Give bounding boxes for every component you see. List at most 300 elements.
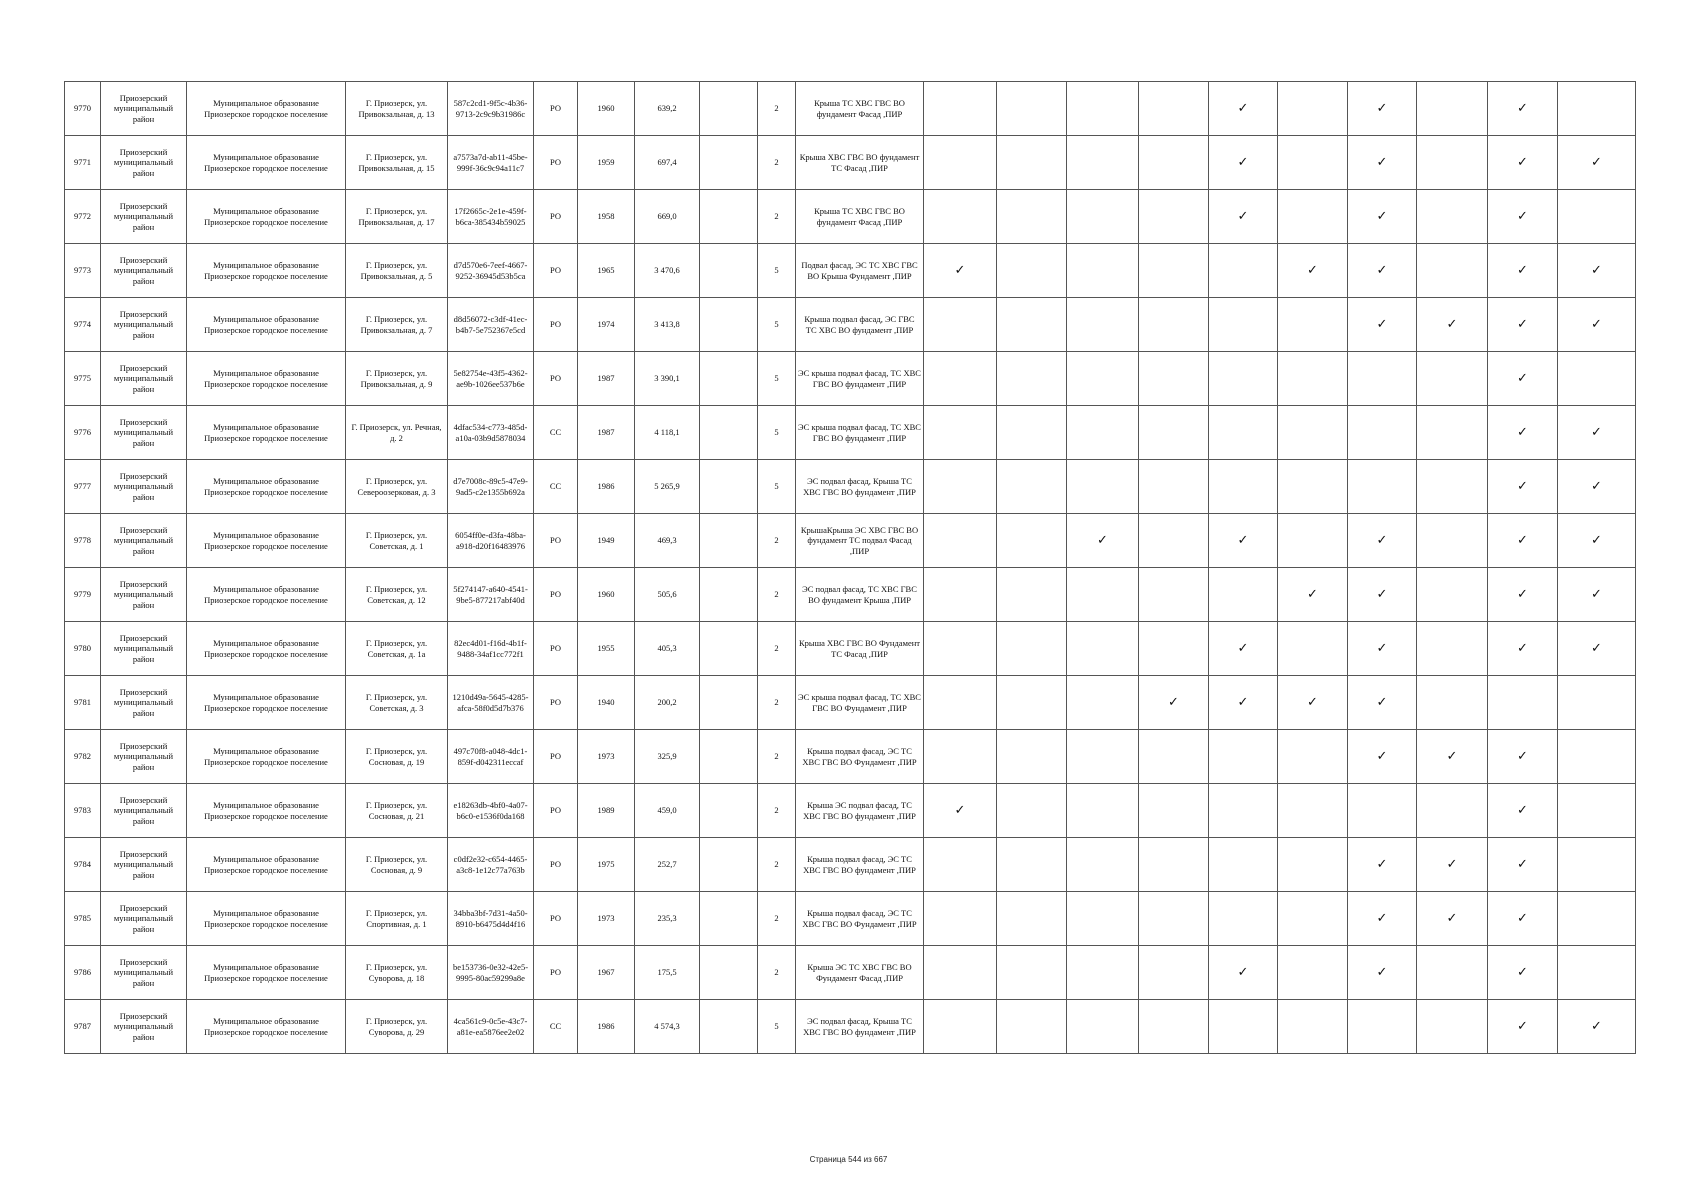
cell-guid: 4ca561c9-0c5e-43c7-a81e-ea5876ee2e02 (448, 1000, 534, 1054)
cell-works: Крыша ТС ХВС ГВС ВО фундамент Фасад ,ПИР (796, 82, 924, 136)
cell-empty (1558, 730, 1636, 784)
cell-empty (924, 406, 997, 460)
cell-municipality: Муниципальное образование Приозерское городское поселение (187, 298, 346, 352)
cell-empty (997, 784, 1067, 838)
check-mark-icon: ✓ (1067, 514, 1139, 568)
check-mark-icon: ✓ (1278, 676, 1348, 730)
cell-type: РО (534, 892, 578, 946)
cell-num: 9782 (65, 730, 101, 784)
cell-empty (924, 460, 997, 514)
check-mark-icon: ✓ (1278, 568, 1348, 622)
cell-empty (997, 514, 1067, 568)
check-mark-icon: ✓ (1348, 676, 1417, 730)
check-mark-icon: ✓ (1417, 730, 1488, 784)
cell-empty (1067, 460, 1139, 514)
cell-area: 235,3 (635, 892, 700, 946)
check-mark-icon: ✓ (1209, 82, 1278, 136)
cell-empty (1139, 406, 1209, 460)
cell-empty (1139, 622, 1209, 676)
cell-empty (1417, 676, 1488, 730)
cell-num: 9774 (65, 298, 101, 352)
cell-empty (1417, 244, 1488, 298)
cell-empty (1139, 730, 1209, 784)
cell-year: 1960 (578, 82, 635, 136)
check-mark-icon: ✓ (1558, 244, 1636, 298)
table-row (65, 892, 1636, 946)
cell-empty (1278, 838, 1348, 892)
cell-empty (924, 514, 997, 568)
cell-empty (997, 406, 1067, 460)
cell-guid: d7d570e6-7eef-4667-9252-36945d53b5ca (448, 244, 534, 298)
cell-empty (1278, 892, 1348, 946)
cell-guid: a7573a7d-ab11-45be-999f-36c9c94a11c7 (448, 136, 534, 190)
cell-blank (700, 406, 758, 460)
cell-empty (997, 892, 1067, 946)
cell-empty (1417, 136, 1488, 190)
cell-num: 9778 (65, 514, 101, 568)
cell-empty (1278, 82, 1348, 136)
cell-district: Приозерский муниципальный район (101, 784, 187, 838)
cell-floors: 2 (758, 82, 796, 136)
cell-address: Г. Приозерск, ул. Сосновая, д. 9 (346, 838, 448, 892)
cell-municipality: Муниципальное образование Приозерское городское поселение (187, 676, 346, 730)
table-row (65, 352, 1636, 406)
cell-district: Приозерский муниципальный район (101, 1000, 187, 1054)
check-mark-icon: ✓ (1558, 622, 1636, 676)
cell-empty (1417, 406, 1488, 460)
check-mark-icon: ✓ (924, 784, 997, 838)
cell-floors: 5 (758, 406, 796, 460)
cell-municipality: Муниципальное образование Приозерское городское поселение (187, 460, 346, 514)
cell-empty (1558, 676, 1636, 730)
cell-empty (1067, 298, 1139, 352)
cell-empty (1278, 1000, 1348, 1054)
check-mark-icon: ✓ (1209, 136, 1278, 190)
check-mark-icon: ✓ (1348, 838, 1417, 892)
cell-guid: 17f2665c-2e1e-459f-b6ca-385434b59025 (448, 190, 534, 244)
check-mark-icon: ✓ (1348, 730, 1417, 784)
cell-empty (1139, 352, 1209, 406)
cell-works: ЭС подвал фасад, ТС ХВС ГВС ВО фундамент Крыша ,ПИР (796, 568, 924, 622)
cell-type: РО (534, 622, 578, 676)
cell-num: 9787 (65, 1000, 101, 1054)
cell-empty (1067, 946, 1139, 1000)
check-mark-icon: ✓ (1488, 946, 1558, 1000)
check-mark-icon: ✓ (1558, 298, 1636, 352)
cell-address: Г. Приозерск, ул. Спортивная, д. 1 (346, 892, 448, 946)
cell-floors: 5 (758, 460, 796, 514)
cell-blank (700, 946, 758, 1000)
check-mark-icon: ✓ (1488, 1000, 1558, 1054)
check-mark-icon: ✓ (1417, 892, 1488, 946)
cell-year: 1955 (578, 622, 635, 676)
cell-empty (1067, 190, 1139, 244)
cell-address: Г. Приозерск, ул. Североозерковая, д. 3 (346, 460, 448, 514)
cell-type: СС (534, 406, 578, 460)
cell-num: 9786 (65, 946, 101, 1000)
cell-blank (700, 82, 758, 136)
cell-empty (1348, 406, 1417, 460)
cell-floors: 2 (758, 136, 796, 190)
cell-empty (1139, 244, 1209, 298)
cell-year: 1974 (578, 298, 635, 352)
cell-num: 9781 (65, 676, 101, 730)
check-mark-icon: ✓ (1417, 838, 1488, 892)
cell-empty (1209, 244, 1278, 298)
cell-guid: 82ec4d01-f16d-4b1f-9488-34af1cc772f1 (448, 622, 534, 676)
cell-works: ЭС подвал фасад, Крыша ТС ХВС ГВС ВО фундамент ,ПИР (796, 460, 924, 514)
cell-district: Приозерский муниципальный район (101, 136, 187, 190)
cell-address: Г. Приозерск, ул. Речная, д. 2 (346, 406, 448, 460)
cell-empty (1067, 244, 1139, 298)
cell-type: РО (534, 82, 578, 136)
cell-num: 9775 (65, 352, 101, 406)
cell-district: Приозерский муниципальный район (101, 568, 187, 622)
cell-empty (1067, 1000, 1139, 1054)
cell-blank (700, 1000, 758, 1054)
cell-guid: 5e82754e-43f5-4362-ae9b-1026ee537b6e (448, 352, 534, 406)
cell-floors: 2 (758, 838, 796, 892)
cell-area: 252,7 (635, 838, 700, 892)
cell-municipality: Муниципальное образование Приозерское городское поселение (187, 82, 346, 136)
cell-year: 1958 (578, 190, 635, 244)
cell-year: 1960 (578, 568, 635, 622)
cell-address: Г. Приозерск, ул. Сосновая, д. 19 (346, 730, 448, 784)
cell-district: Приозерский муниципальный район (101, 622, 187, 676)
cell-address: Г. Приозерск, ул. Привокзальная, д. 13 (346, 82, 448, 136)
check-mark-icon: ✓ (1488, 136, 1558, 190)
cell-year: 1965 (578, 244, 635, 298)
cell-empty (1139, 190, 1209, 244)
cell-year: 1959 (578, 136, 635, 190)
cell-empty (1209, 298, 1278, 352)
cell-empty (1139, 82, 1209, 136)
cell-empty (1417, 568, 1488, 622)
cell-floors: 2 (758, 622, 796, 676)
cell-empty (1139, 298, 1209, 352)
cell-municipality: Муниципальное образование Приозерское городское поселение (187, 1000, 346, 1054)
check-mark-icon: ✓ (1558, 136, 1636, 190)
cell-blank (700, 730, 758, 784)
check-mark-icon: ✓ (1488, 784, 1558, 838)
cell-type: РО (534, 568, 578, 622)
table-row (65, 190, 1636, 244)
cell-year: 1967 (578, 946, 635, 1000)
cell-empty (1558, 838, 1636, 892)
cell-works: Крыша ХВС ГВС ВО фундамент ТС Фасад ,ПИР (796, 136, 924, 190)
cell-blank (700, 838, 758, 892)
table-row (65, 514, 1636, 568)
cell-type: РО (534, 838, 578, 892)
cell-empty (997, 190, 1067, 244)
cell-empty (924, 676, 997, 730)
cell-floors: 2 (758, 784, 796, 838)
cell-empty (924, 838, 997, 892)
cell-year: 1986 (578, 1000, 635, 1054)
cell-empty (1348, 1000, 1417, 1054)
cell-works: Крыша ЭС подвал фасад, ТС ХВС ГВС ВО фундамент ,ПИР (796, 784, 924, 838)
check-mark-icon: ✓ (1558, 514, 1636, 568)
cell-area: 669,0 (635, 190, 700, 244)
check-mark-icon: ✓ (1488, 622, 1558, 676)
cell-year: 1987 (578, 406, 635, 460)
check-mark-icon: ✓ (1488, 514, 1558, 568)
cell-municipality: Муниципальное образование Приозерское городское поселение (187, 892, 346, 946)
cell-empty (1417, 460, 1488, 514)
cell-empty (1139, 136, 1209, 190)
cell-guid: c0df2e32-c654-4465-a3c8-1e12c77a763b (448, 838, 534, 892)
cell-district: Приозерский муниципальный район (101, 244, 187, 298)
check-mark-icon: ✓ (1348, 568, 1417, 622)
cell-municipality: Муниципальное образование Приозерское городское поселение (187, 352, 346, 406)
cell-empty (1067, 892, 1139, 946)
cell-address: Г. Приозерск, ул. Привокзальная, д. 17 (346, 190, 448, 244)
cell-empty (1348, 352, 1417, 406)
cell-floors: 2 (758, 730, 796, 784)
cell-empty (924, 568, 997, 622)
check-mark-icon: ✓ (1488, 244, 1558, 298)
cell-address: Г. Приозерск, ул. Привокзальная, д. 9 (346, 352, 448, 406)
cell-empty (1488, 676, 1558, 730)
cell-empty (1278, 784, 1348, 838)
cell-area: 459,0 (635, 784, 700, 838)
cell-blank (700, 244, 758, 298)
cell-works: Крыша подвал фасад, ЭС ТС ХВС ГВС ВО Фундамент ,ПИР (796, 730, 924, 784)
cell-empty (924, 892, 997, 946)
cell-works: Подвал фасад, ЭС ТС ХВС ГВС ВО Крыша Фундамент ,ПИР (796, 244, 924, 298)
table-row (65, 406, 1636, 460)
cell-empty (1139, 784, 1209, 838)
cell-district: Приозерский муниципальный район (101, 946, 187, 1000)
cell-empty (1067, 730, 1139, 784)
cell-address: Г. Приозерск, ул. Сосновая, д. 21 (346, 784, 448, 838)
cell-district: Приозерский муниципальный район (101, 460, 187, 514)
table-row (65, 568, 1636, 622)
check-mark-icon: ✓ (1488, 838, 1558, 892)
cell-works: Крыша ЭС ТС ХВС ГВС ВО Фундамент Фасад ,ПИР (796, 946, 924, 1000)
check-mark-icon: ✓ (1558, 406, 1636, 460)
check-mark-icon: ✓ (1488, 406, 1558, 460)
cell-empty (1067, 784, 1139, 838)
cell-address: Г. Приозерск, ул. Советская, д. 3 (346, 676, 448, 730)
cell-empty (924, 946, 997, 1000)
cell-guid: 587c2cd1-9f5c-4b36-9713-2c9c9b31986c (448, 82, 534, 136)
cell-area: 3 470,6 (635, 244, 700, 298)
cell-empty (924, 730, 997, 784)
cell-floors: 2 (758, 568, 796, 622)
check-mark-icon: ✓ (1558, 460, 1636, 514)
cell-area: 505,6 (635, 568, 700, 622)
cell-district: Приозерский муниципальный район (101, 514, 187, 568)
cell-empty (1278, 352, 1348, 406)
cell-works: Крыша подвал фасад, ЭС ТС ХВС ГВС ВО Фундамент ,ПИР (796, 892, 924, 946)
cell-works: ЭС крыша подвал фасад, ТС ХВС ГВС ВО фундамент ,ПИР (796, 352, 924, 406)
cell-empty (1278, 460, 1348, 514)
cell-type: РО (534, 730, 578, 784)
cell-guid: 497c70f8-a048-4dc1-859f-d042311eccaf (448, 730, 534, 784)
cell-empty (1278, 946, 1348, 1000)
cell-floors: 5 (758, 298, 796, 352)
cell-district: Приозерский муниципальный район (101, 352, 187, 406)
cell-area: 469,3 (635, 514, 700, 568)
cell-area: 405,3 (635, 622, 700, 676)
check-mark-icon: ✓ (1139, 676, 1209, 730)
table-row (65, 838, 1636, 892)
cell-guid: 4dfac534-c773-485d-a10a-03b9d5878034 (448, 406, 534, 460)
check-mark-icon: ✓ (1209, 622, 1278, 676)
cell-municipality: Муниципальное образование Приозерское городское поселение (187, 406, 346, 460)
cell-blank (700, 190, 758, 244)
check-mark-icon: ✓ (1488, 892, 1558, 946)
cell-empty (924, 622, 997, 676)
table-row (65, 622, 1636, 676)
cell-empty (997, 244, 1067, 298)
cell-empty (1417, 622, 1488, 676)
cell-empty (1067, 352, 1139, 406)
cell-empty (1067, 136, 1139, 190)
cell-empty (1558, 352, 1636, 406)
cell-empty (1209, 838, 1278, 892)
register-table (64, 81, 1636, 1054)
cell-address: Г. Приозерск, ул. Советская, д. 1а (346, 622, 448, 676)
cell-empty (1278, 514, 1348, 568)
table-row (65, 946, 1636, 1000)
cell-empty (1067, 838, 1139, 892)
cell-year: 1949 (578, 514, 635, 568)
check-mark-icon: ✓ (1558, 1000, 1636, 1054)
cell-empty (1348, 460, 1417, 514)
cell-district: Приозерский муниципальный район (101, 838, 187, 892)
cell-empty (924, 190, 997, 244)
cell-municipality: Муниципальное образование Приозерское городское поселение (187, 568, 346, 622)
cell-empty (924, 352, 997, 406)
cell-works: Крыша подвал фасад, ЭС ТС ХВС ГВС ВО фундамент ,ПИР (796, 838, 924, 892)
cell-empty (1417, 1000, 1488, 1054)
cell-type: РО (534, 190, 578, 244)
cell-district: Приозерский муниципальный район (101, 406, 187, 460)
cell-empty (924, 1000, 997, 1054)
cell-address: Г. Приозерск, ул. Привокзальная, д. 7 (346, 298, 448, 352)
cell-works: ЭС подвал фасад, Крыша ТС ХВС ГВС ВО фундамент ,ПИР (796, 1000, 924, 1054)
cell-empty (1209, 460, 1278, 514)
cell-year: 1975 (578, 838, 635, 892)
check-mark-icon: ✓ (924, 244, 997, 298)
cell-works: КрышаКрыша ЭС ХВС ГВС ВО фундамент ТС подвал Фасад ,ПИР (796, 514, 924, 568)
cell-address: Г. Приозерск, ул. Привокзальная, д. 5 (346, 244, 448, 298)
cell-area: 4 574,3 (635, 1000, 700, 1054)
cell-floors: 5 (758, 244, 796, 298)
check-mark-icon: ✓ (1488, 568, 1558, 622)
cell-empty (1139, 460, 1209, 514)
cell-address: Г. Приозерск, ул. Суворова, д. 29 (346, 1000, 448, 1054)
cell-address: Г. Приозерск, ул. Советская, д. 1 (346, 514, 448, 568)
cell-year: 1986 (578, 460, 635, 514)
cell-empty (997, 730, 1067, 784)
cell-floors: 2 (758, 676, 796, 730)
check-mark-icon: ✓ (1348, 82, 1417, 136)
cell-year: 1989 (578, 784, 635, 838)
check-mark-icon: ✓ (1488, 730, 1558, 784)
cell-area: 5 265,9 (635, 460, 700, 514)
cell-empty (1209, 352, 1278, 406)
cell-empty (1558, 82, 1636, 136)
cell-empty (1348, 784, 1417, 838)
cell-blank (700, 622, 758, 676)
cell-guid: 34bba3bf-7d31-4a50-8910-b6475d4d4f16 (448, 892, 534, 946)
cell-municipality: Муниципальное образование Приозерское городское поселение (187, 136, 346, 190)
cell-district: Приозерский муниципальный район (101, 82, 187, 136)
cell-num: 9780 (65, 622, 101, 676)
page-footer: Страница 544 из 667 (809, 1155, 888, 1164)
cell-floors: 2 (758, 892, 796, 946)
cell-empty (1558, 190, 1636, 244)
cell-municipality: Муниципальное образование Приозерское городское поселение (187, 622, 346, 676)
cell-empty (1209, 784, 1278, 838)
table-row (65, 136, 1636, 190)
cell-year: 1987 (578, 352, 635, 406)
cell-num: 9779 (65, 568, 101, 622)
cell-municipality: Муниципальное образование Приозерское городское поселение (187, 838, 346, 892)
check-mark-icon: ✓ (1209, 946, 1278, 1000)
check-mark-icon: ✓ (1209, 676, 1278, 730)
cell-municipality: Муниципальное образование Приозерское городское поселение (187, 784, 346, 838)
cell-municipality: Муниципальное образование Приозерское городское поселение (187, 730, 346, 784)
cell-works: ЭС крыша подвал фасад, ТС ХВС ГВС ВО фундамент ,ПИР (796, 406, 924, 460)
cell-guid: d7e7008c-89c5-47e9-9ad5-c2e1355b692a (448, 460, 534, 514)
cell-municipality: Муниципальное образование Приозерское городское поселение (187, 946, 346, 1000)
cell-address: Г. Приозерск, ул. Привокзальная, д. 15 (346, 136, 448, 190)
check-mark-icon: ✓ (1417, 298, 1488, 352)
cell-district: Приозерский муниципальный район (101, 676, 187, 730)
cell-type: РО (534, 946, 578, 1000)
cell-empty (997, 622, 1067, 676)
cell-area: 639,2 (635, 82, 700, 136)
cell-empty (1278, 406, 1348, 460)
cell-works: Крыша подвал фасад, ЭС ГВС ТС ХВС ВО фундамент ,ПИР (796, 298, 924, 352)
cell-floors: 5 (758, 1000, 796, 1054)
check-mark-icon: ✓ (1209, 514, 1278, 568)
cell-blank (700, 514, 758, 568)
table-row (65, 82, 1636, 136)
cell-num: 9776 (65, 406, 101, 460)
cell-empty (1417, 82, 1488, 136)
check-mark-icon: ✓ (1348, 946, 1417, 1000)
cell-empty (997, 352, 1067, 406)
cell-blank (700, 460, 758, 514)
cell-type: РО (534, 136, 578, 190)
cell-empty (1278, 136, 1348, 190)
cell-empty (1139, 568, 1209, 622)
cell-empty (924, 82, 997, 136)
cell-guid: 6054ff0e-d3fa-48ba-a918-d20f16483976 (448, 514, 534, 568)
cell-type: РО (534, 514, 578, 568)
check-mark-icon: ✓ (1348, 136, 1417, 190)
cell-empty (1417, 190, 1488, 244)
check-mark-icon: ✓ (1348, 514, 1417, 568)
cell-area: 200,2 (635, 676, 700, 730)
cell-num: 9785 (65, 892, 101, 946)
check-mark-icon: ✓ (1488, 190, 1558, 244)
cell-empty (1209, 892, 1278, 946)
cell-area: 697,4 (635, 136, 700, 190)
table-row (65, 244, 1636, 298)
cell-empty (1209, 568, 1278, 622)
cell-type: РО (534, 352, 578, 406)
cell-empty (997, 82, 1067, 136)
check-mark-icon: ✓ (1348, 892, 1417, 946)
cell-year: 1973 (578, 730, 635, 784)
cell-empty (997, 1000, 1067, 1054)
